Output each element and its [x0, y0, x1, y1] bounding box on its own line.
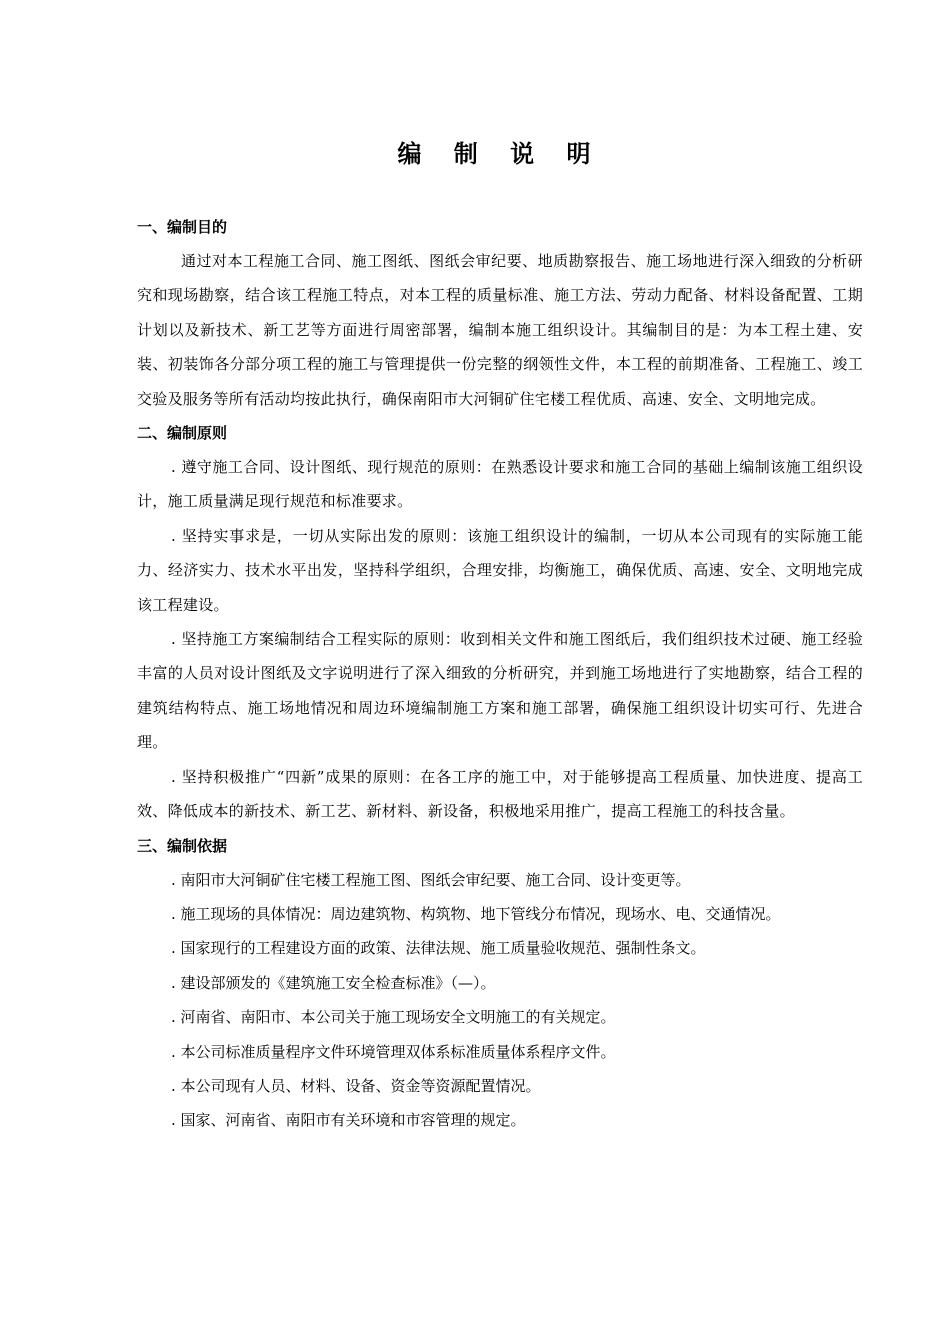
document-body: [137, 210, 863, 1138]
section-heading-purpose: 一、编制目的: [137, 218, 228, 236]
section-heading-principles: 二、编制原则: [137, 424, 228, 443]
basis-list-item: . 河南省、南阳市、本公司关于施工现场安全文明施工的有关规定。: [171, 1008, 616, 1027]
basis-list-item: . 国家现行的工程建设方面的政策、法律法规、施工质量验收规范、强制性条文。: [171, 939, 706, 958]
basis-list-item: . 国家、河南省、南阳市有关环境和市容管理的规定。: [171, 1111, 526, 1130]
principle-paragraph: . 坚持积极推广“四新”成果的原则：在各工序的施工中，对于能够提高工程质量、加快进度、提高工效、降低成本的新技术、新工艺、新材料、新设备，积极地采用推广，提高工程施工的科技含量。: [137, 767, 863, 821]
principle-paragraph: . 坚持施工方案编制结合工程实际的原则：收到相关文件和施工图纸后，我们组织技术过硬、施工经验丰富的人员对设计图纸及文字说明进行了深入细致的分析研究，并到施工场地进行了实地勘察，结合工程的建筑结构特点、施工场地情况和周边环境编制施工方案和施工部署，确保施工组织设计切实可行、先进合理。: [137, 630, 863, 752]
basis-list-item: . 本公司标准质量程序文件环境管理双体系标准质量体系程序文件。: [171, 1042, 616, 1061]
page-title: 编 制 说 明: [397, 140, 603, 168]
purpose-paragraph: 通过对本工程施工合同、施工图纸、图纸会审纪要、地质勘察报告、施工场地进行深入细致的分析研究和现场勘察，结合该工程施工特点，对本工程的质量标准、施工方法、劳动力配备、材料设备配置、工期计划以及新技术、新工艺等方面进行周密部署，编制本施工组织设计。其编制目的是：为本工程土建、安装、初装饰各分部分项工程的施工与管理提供一份完整的纲领性文件，本工程的前期准备、工程施工、竣工交验及服务等所有活动均按此执行，确保南阳市大河铜矿住宅楼工程优质、高速、安全、文明地完成。: [137, 252, 863, 408]
basis-list-item: . 本公司现有人员、材料、设备、资金等资源配置情况。: [171, 1076, 541, 1095]
basis-list-item: . 建设部颁发的《建筑施工安全检查标准》（—）。: [171, 973, 496, 992]
basis-list-item: . 施工现场的具体情况：周边建筑物、构筑物、地下管线分布情况，现场水、电、交通情况。: [171, 904, 781, 923]
principle-paragraph: . 遵守施工合同、设计图纸、现行规范的原则：在熟悉设计要求和施工合同的基础上编制该施工组织设计，施工质量满足现行规范和标准要求。: [137, 458, 863, 511]
section-heading-basis: 三、编制依据: [137, 836, 228, 855]
basis-list-item: . 南阳市大河铜矿住宅楼工程施工图、图纸会审纪要、施工合同、设计变更等。: [171, 870, 691, 889]
principle-paragraph: . 坚持实事求是，一切从实际出发的原则：该施工组织设计的编制，一切从本公司现有的实际施工能力、经济实力、技术水平出发，坚持科学组织，合理安排，均衡施工，确保优质、高速、安全、文明地完成该工程建设。: [137, 526, 863, 614]
